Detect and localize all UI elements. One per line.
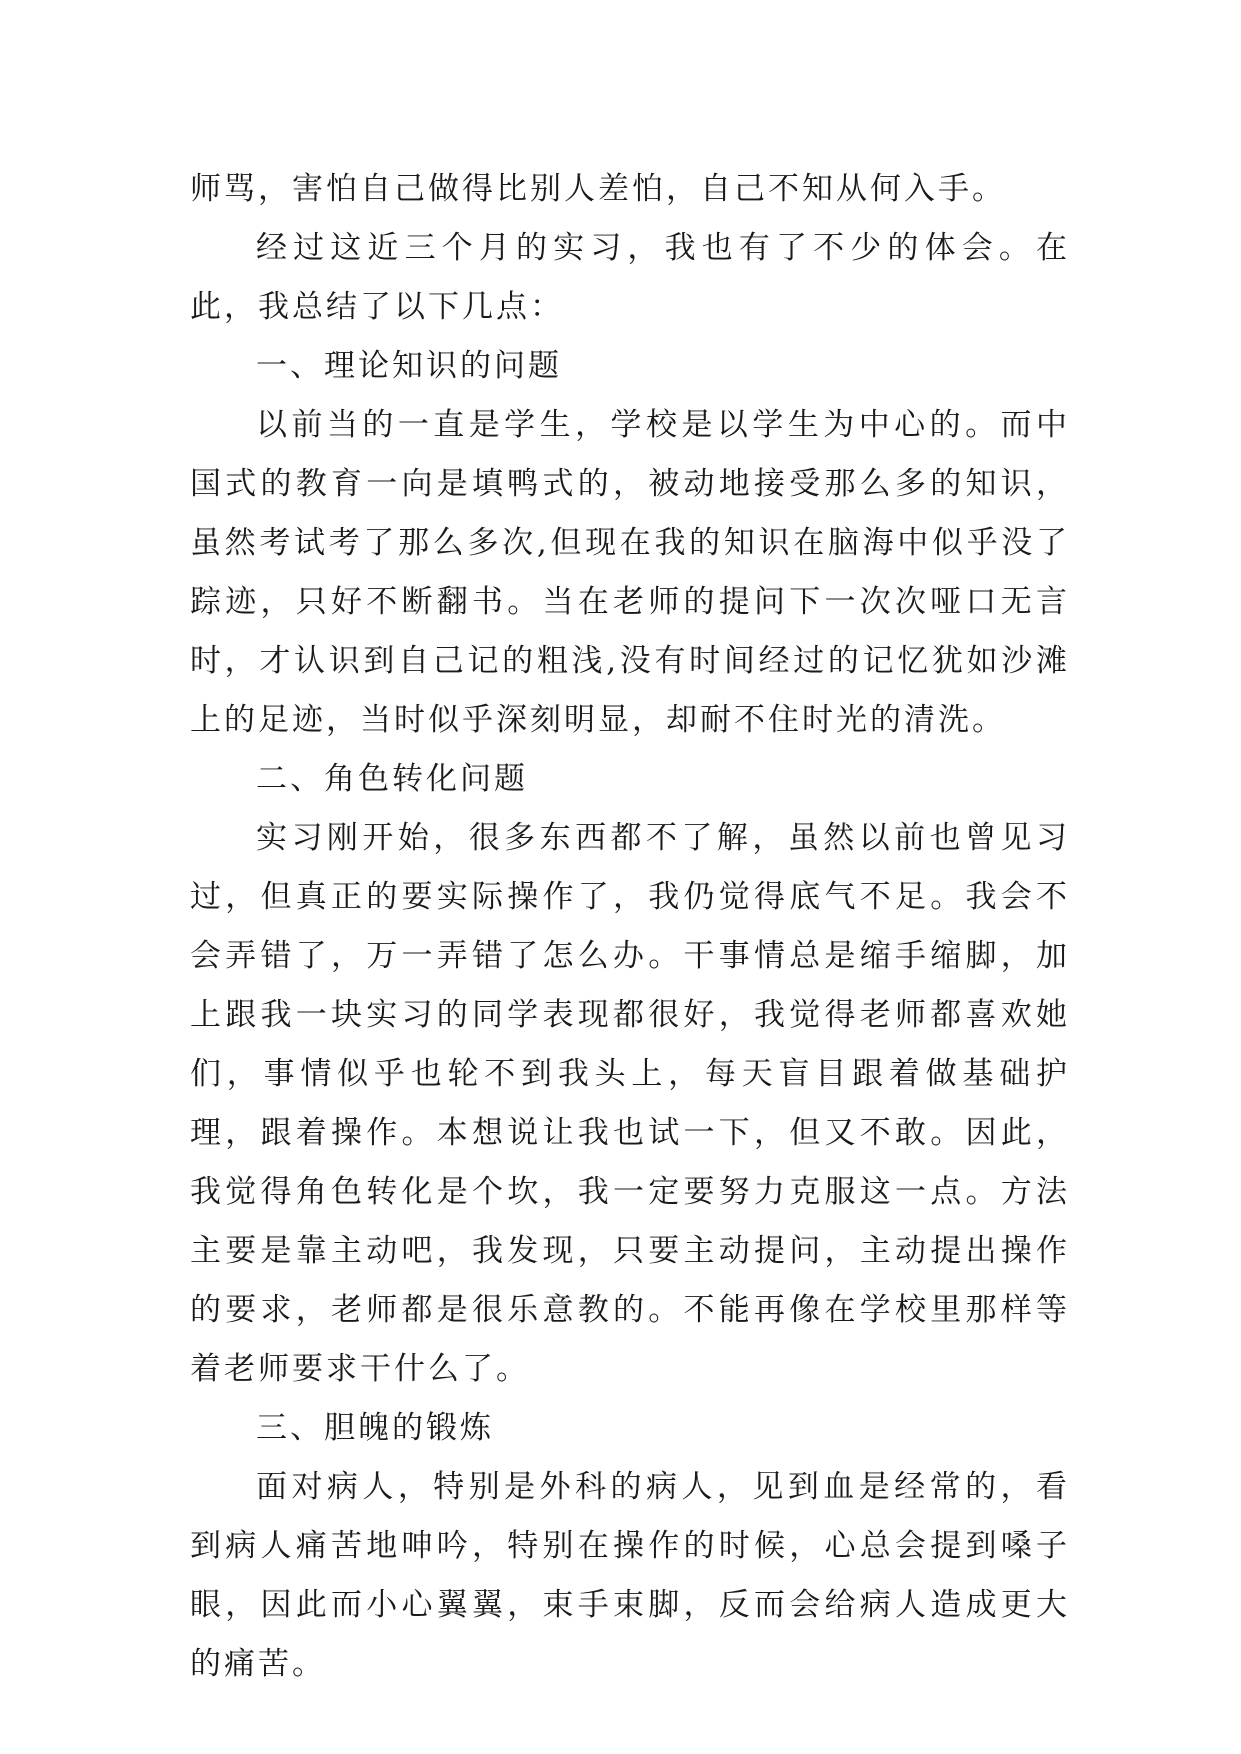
paragraph-courage: 面对病人，特别是外科的病人，见到血是经常的，看到病人痛苦地呻吟，特别在操作的时候，心总会提到嗓子眼，因此而小心翼翼，束手束脚，反而会给病人造成更大的痛苦。 — [190, 1469, 1070, 1682]
section-heading-role: 二、角色转化问题 — [256, 761, 528, 797]
paragraph-role: 实习刚开始，很多东西都不了解，虽然以前也曾见习过，但真正的要实际操作了，我仍觉得底气不足。我会不会弄错了，万一弄错了怎么办。干事情总是缩手缩脚，加上跟我一块实习的同学表现都很好，我觉得老师都喜欢她们，事情似乎也轮不到我头上，每天盲目跟着做基础护理，跟着操作。本想说让我也试一下，但又不敢。因此，我觉得角色转化是个坎，我一定要努力克服这一点。方法主要是靠主动吧，我发现，只要主动提问，主动提出操作的要求，老师都是很乐意教的。不能再像在学校里那样等着老师要求干什么了。 — [190, 820, 1070, 1387]
section-heading-theory: 一、理论知识的问题 — [256, 348, 562, 384]
section-heading-courage: 三、胆魄的锻炼 — [256, 1410, 494, 1446]
paragraph-intro: 经过这近三个月的实习，我也有了不少的体会。在此，我总结了以下几点： — [190, 230, 1070, 325]
document-body — [190, 160, 1070, 1694]
paragraph-theory: 以前当的一直是学生，学校是以学生为中心的。而中国式的教育一向是填鸭式的，被动地接受那么多的知识，虽然考试考了那么多次,但现在我的知识在脑海中似乎没了踪迹，只好不断翻书。当在老师的提问下一次次哑口无言时，才认识到自己记的粗浅,没有时间经过的记忆犹如沙滩上的足迹，当时似乎深刻明显，却耐不住时光的清洗。 — [190, 407, 1070, 738]
paragraph-continuation: 师骂，害怕自己做得比别人差怕，自己不知从何入手。 — [190, 171, 1006, 207]
